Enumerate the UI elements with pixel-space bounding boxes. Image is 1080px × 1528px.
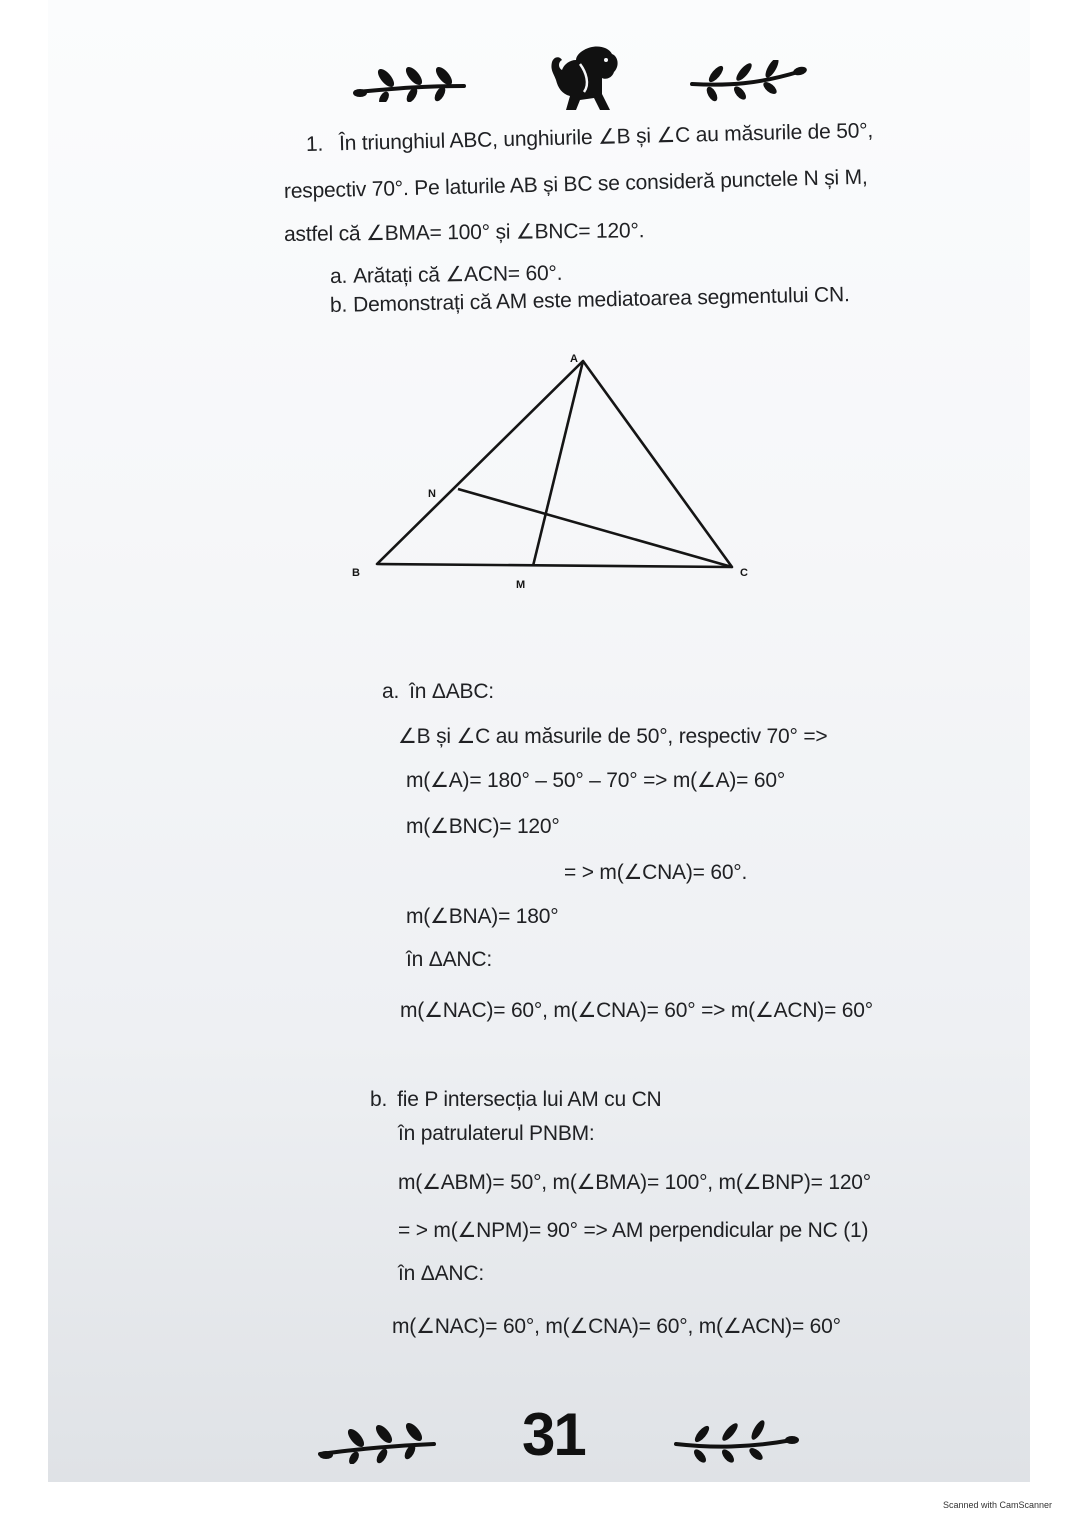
solution-b-heading: b. fie P intersecția lui AM cu CN: [370, 1088, 662, 1111]
solution-a-line-1: ∠B și ∠C au măsurile de 50°, respectiv 70° =>: [398, 725, 828, 748]
task-b: b. Demonstrați că AM este mediatoarea segmentului CN.: [329, 283, 850, 317]
point-label-m: M: [516, 579, 526, 591]
vertex-label-b: B: [352, 567, 360, 579]
page-number: 31: [522, 1401, 585, 1468]
solution-a-line-6: în ΔANC:: [406, 948, 492, 971]
solution-b-line-2: m(∠ABM)= 50°, m(∠BMA)= 100°, m(∠BNP)= 120°: [398, 1171, 871, 1194]
laurel-branch-right-icon: [672, 1420, 800, 1466]
problem-number: 1.: [305, 132, 324, 156]
point-label-n: N: [428, 488, 436, 500]
scanner-watermark: Scanned with CamScanner: [943, 1500, 1053, 1510]
solution-a-line-2: m(∠A)= 180° – 50° – 70° => m(∠A)= 60°: [406, 769, 786, 792]
problem-line-1: 1. În triunghiul ABC, unghiurile ∠B și ∠C au măsurile de 50°,: [305, 119, 874, 156]
problem-line-2: respectiv 70°. Pe laturile AB și BC se consideră punctele N și M,: [283, 165, 868, 203]
solution-a-line-5: m(∠BNA)= 180°: [406, 905, 559, 928]
vertex-label-a: A: [570, 353, 578, 365]
solution-b-line-5: m(∠NAC)= 60°, m(∠CNA)= 60°, m(∠ACN)= 60°: [392, 1315, 841, 1338]
vertex-label-c: C: [740, 567, 748, 579]
laurel-branch-left-icon: [316, 1420, 440, 1464]
task-a: a. Arătați că ∠ACN= 60°.: [329, 261, 563, 288]
solution-b-line-3: = > m(∠NPM)= 90° => AM perpendicular pe NC (1): [398, 1219, 869, 1242]
solution-b-line-4: în ΔANC:: [398, 1262, 484, 1285]
solution-a-line-3: m(∠BNC)= 120°: [406, 815, 560, 838]
solution-a-line-7: m(∠NAC)= 60°, m(∠CNA)= 60° => m(∠ACN)= 60°: [400, 999, 873, 1022]
solution-b-line-1: în patrulaterul PNBM:: [398, 1122, 595, 1145]
solution-a-line-4: = > m(∠CNA)= 60°.: [564, 861, 748, 884]
problem-line-3: astfel că ∠BMA= 100° și ∠BNC= 120°.: [283, 219, 645, 246]
solution-a-heading: a. în ΔABC:: [382, 680, 494, 703]
